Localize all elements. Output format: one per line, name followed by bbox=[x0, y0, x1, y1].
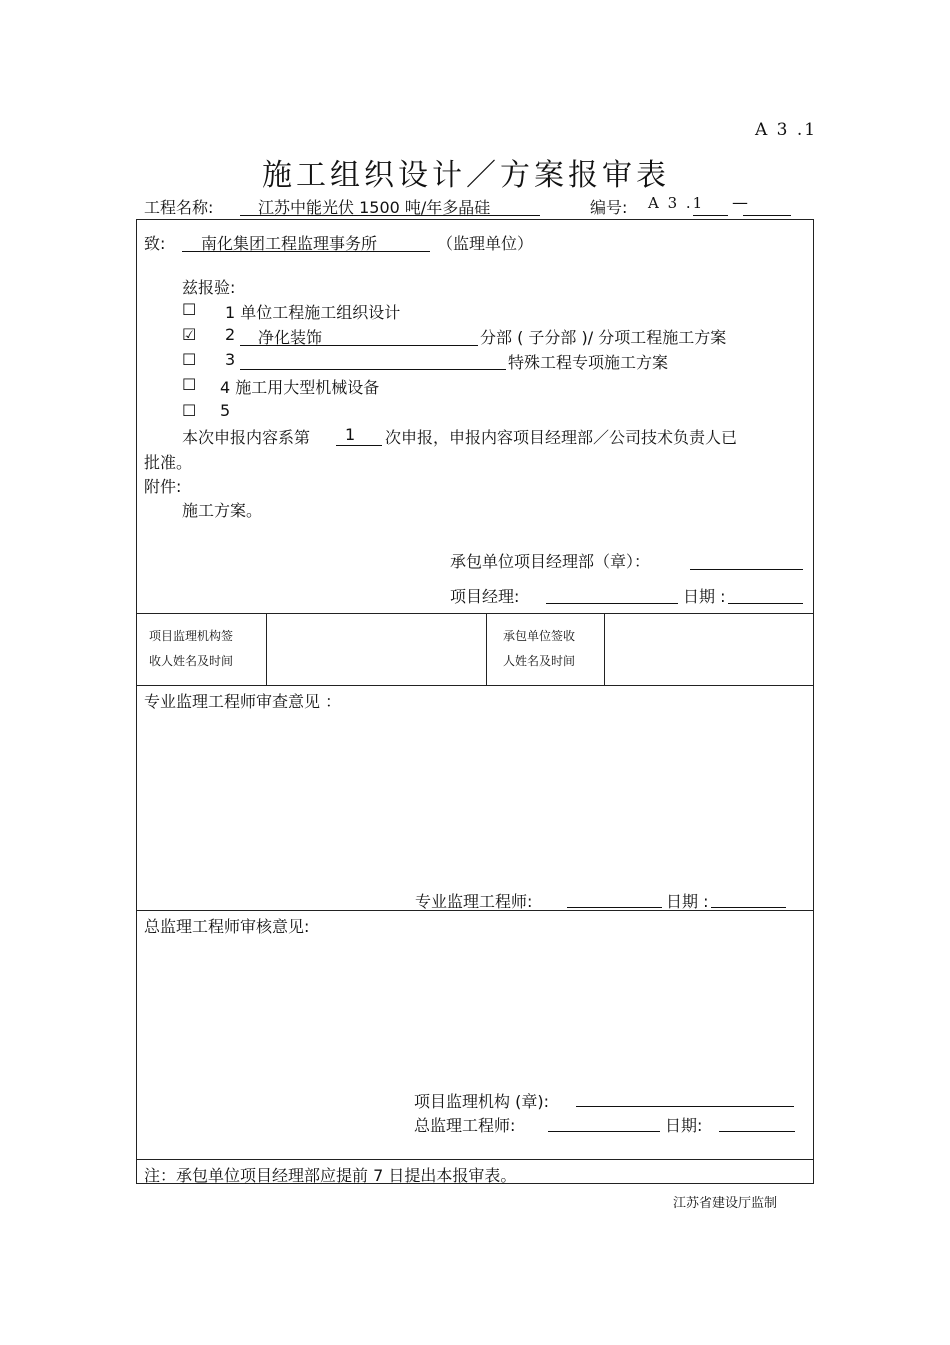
chief-signer-underline bbox=[548, 1131, 660, 1132]
item-2-suffix: 分部 ( 子分部 )/ 分项工程施工方案 bbox=[480, 328, 727, 347]
project-name-value: 江苏中能光伏 1500 吨/年多晶硅 bbox=[258, 198, 491, 217]
divider-sign-col-1 bbox=[266, 613, 267, 685]
submission-suffix: 次申报，申报内容项目经理部／公司技术负责人已 bbox=[385, 428, 738, 447]
contractor-sign-label-1: 承包单位签收 bbox=[503, 629, 576, 643]
code-dash: — bbox=[732, 193, 748, 212]
page-title: 施工组织设计／方案报审表 bbox=[262, 158, 670, 193]
engineer-signer-underline bbox=[567, 907, 662, 908]
submission-prefix: 本次申报内容系第 bbox=[182, 428, 311, 447]
project-manager-underline bbox=[546, 603, 678, 604]
engineer-date-underline bbox=[711, 907, 786, 908]
contractor-date-label: 日期 : bbox=[683, 587, 726, 606]
supervisor-sign-label-1: 项目监理机构签 bbox=[149, 629, 234, 643]
project-manager-label: 项目经理: bbox=[450, 587, 520, 606]
to-value: 南化集团工程监理事务所 bbox=[201, 234, 378, 253]
to-underline bbox=[182, 251, 430, 252]
divider-sign-bottom bbox=[136, 685, 814, 686]
engineer-review-heading: 专业监理工程师审查意见 ： bbox=[144, 692, 342, 711]
attachment-value: 施工方案。 bbox=[182, 501, 263, 520]
footer-issuer: 江苏省建设厅监制 bbox=[673, 1196, 778, 1211]
checkbox-item-1[interactable]: ☐ bbox=[182, 300, 197, 319]
to-label: 致: bbox=[144, 234, 166, 253]
form-number: A 3 .1 bbox=[755, 120, 818, 140]
item-3-suffix: 特殊工程专项施工方案 bbox=[508, 353, 669, 372]
supervision-org-underline bbox=[576, 1106, 794, 1107]
item-3-number: 3 bbox=[225, 350, 236, 369]
item-1-text: 1 单位工程施工组织设计 bbox=[225, 303, 401, 322]
supervisor-sign-label-2: 收人姓名及时间 bbox=[149, 654, 234, 668]
code-underline-1 bbox=[693, 215, 728, 216]
code-underline-2 bbox=[743, 215, 791, 216]
engineer-date-label: 日期 : bbox=[666, 892, 709, 911]
submission-line-2: 批准。 bbox=[144, 453, 193, 472]
chief-review-heading: 总监理工程师审核意见: bbox=[144, 917, 310, 936]
contractor-dept-label: 承包单位项目经理部（章）： bbox=[450, 552, 651, 571]
project-name-underline bbox=[240, 215, 540, 216]
supervision-org-label: 项目监理机构 (章): bbox=[414, 1092, 549, 1111]
item-4-text: 4 施工用大型机械设备 bbox=[220, 378, 380, 397]
item-2-fill: 净化装饰 bbox=[258, 328, 323, 347]
checkbox-item-4[interactable]: ☐ bbox=[182, 375, 197, 394]
divider-sign-col-3 bbox=[604, 613, 605, 685]
contractor-dept-underline bbox=[690, 569, 803, 570]
code-value: A 3 .1 bbox=[648, 194, 705, 212]
item-3-underline bbox=[240, 369, 506, 370]
divider-sign-top bbox=[136, 613, 814, 614]
divider-engineer-bottom bbox=[136, 910, 814, 911]
checkbox-item-2[interactable]: ☑ bbox=[182, 325, 197, 344]
checkbox-item-5[interactable]: ☐ bbox=[182, 401, 197, 420]
chief-date-label: 日期: bbox=[665, 1116, 703, 1135]
divider-sign-col-2 bbox=[486, 613, 487, 685]
chief-signer-label: 总监理工程师: bbox=[414, 1116, 516, 1135]
attachment-label: 附件: bbox=[144, 477, 182, 496]
item-2-number: 2 bbox=[225, 325, 236, 344]
item-5-text: 5 bbox=[220, 401, 231, 420]
contractor-sign-label-2: 人姓名及时间 bbox=[503, 654, 576, 668]
code-label: 编号: bbox=[590, 198, 628, 217]
chief-date-underline bbox=[719, 1131, 795, 1132]
item-2-underline bbox=[240, 345, 478, 346]
divider-note-top bbox=[136, 1159, 814, 1160]
submission-count: 1 bbox=[345, 425, 356, 444]
intro-text: 兹报验: bbox=[182, 278, 236, 297]
checkbox-item-3[interactable]: ☐ bbox=[182, 350, 197, 369]
submission-count-underline bbox=[336, 445, 382, 446]
engineer-signer-label: 专业监理工程师: bbox=[415, 892, 533, 911]
to-suffix: （监理单位） bbox=[437, 234, 534, 253]
note-text: 注：承包单位项目经理部应提前 7 日提出本报审表。 bbox=[144, 1166, 517, 1185]
project-name-label: 工程名称: bbox=[144, 198, 214, 217]
contractor-date-underline bbox=[728, 603, 803, 604]
